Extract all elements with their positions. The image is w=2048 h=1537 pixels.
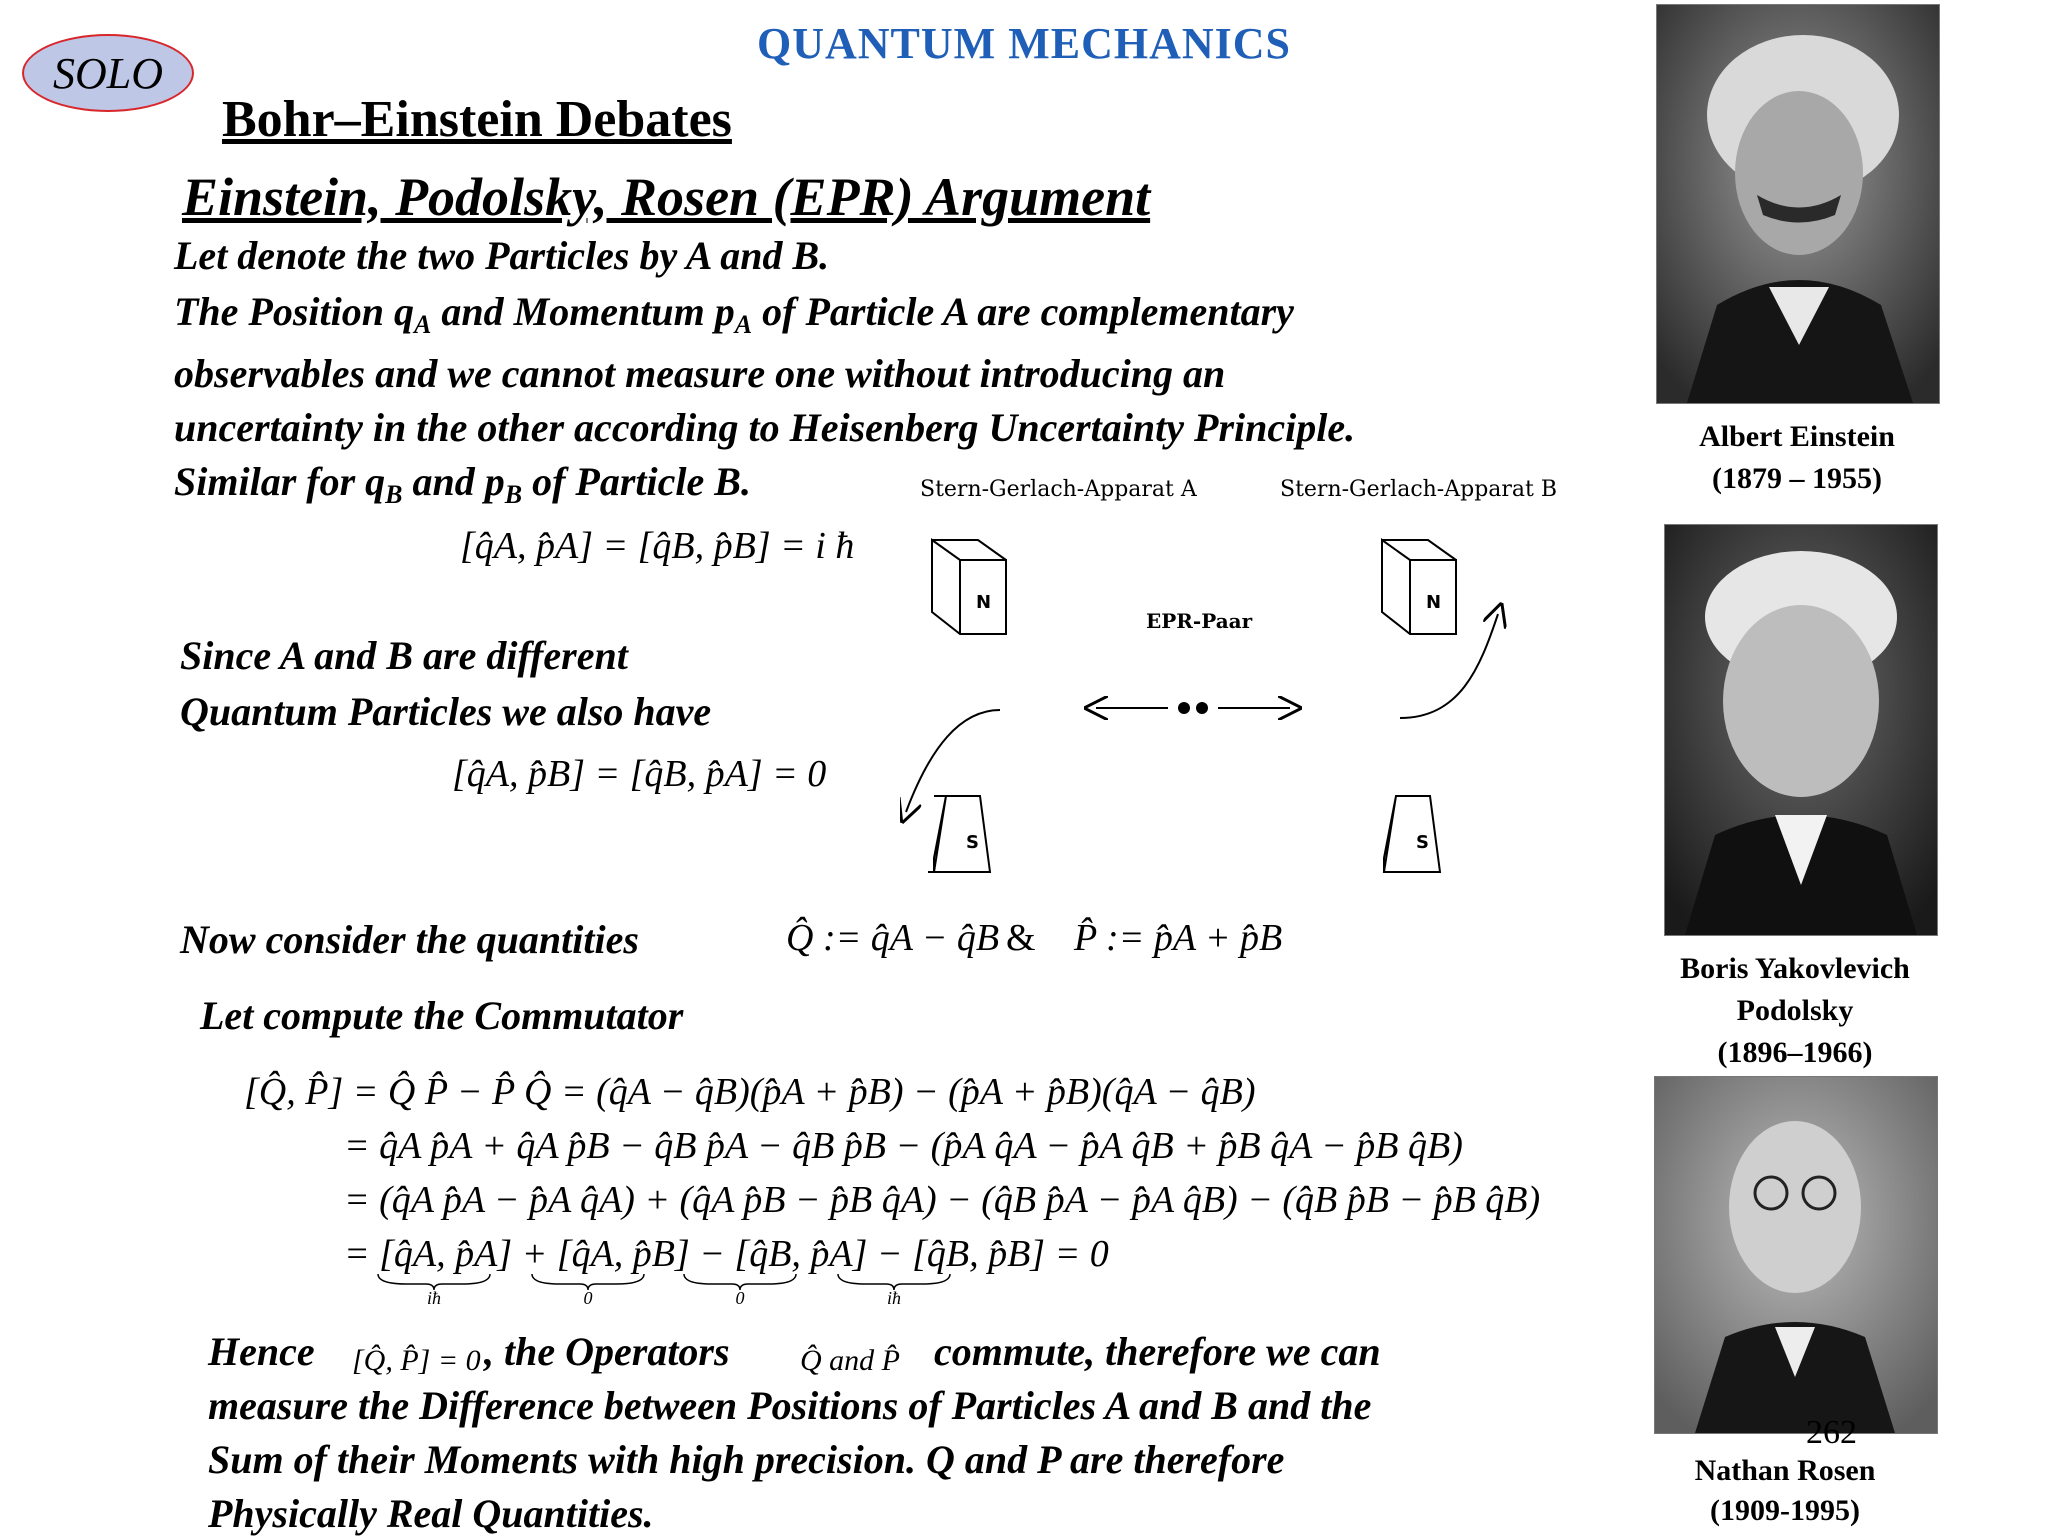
para2-line2: Quantum Particles we also have bbox=[180, 689, 712, 734]
subscript: A bbox=[734, 310, 753, 339]
label-apparatus-b: Stern-Gerlach-Apparat B bbox=[1280, 477, 1558, 502]
text: of Particle B. bbox=[522, 459, 751, 504]
equation-commutator-cross: [q̂A, p̂B] = [q̂B, p̂A] = 0 bbox=[452, 753, 827, 795]
magnet-b-south bbox=[1384, 796, 1440, 872]
para1-line5 bbox=[174, 458, 751, 509]
subsection-title: Einstein, Podolsky, Rosen (EPR) Argument bbox=[182, 167, 1151, 227]
label-s-a: S bbox=[966, 832, 979, 853]
text: The Position q bbox=[174, 289, 415, 334]
einstein-photo bbox=[1656, 4, 1940, 404]
conclusion-commute: commute, therefore we can bbox=[934, 1329, 1381, 1374]
magnet-a-north bbox=[932, 540, 1006, 634]
rosen-photo bbox=[1654, 1076, 1938, 1434]
conclusion-hence: Hence bbox=[208, 1329, 315, 1374]
podolsky-name-2: Podolsky bbox=[1736, 994, 1854, 1027]
einstein-name: Albert Einstein bbox=[1699, 420, 1895, 453]
magnet-a-south bbox=[928, 796, 990, 872]
para3-line2: Let compute the Commutator bbox=[200, 993, 684, 1038]
commutator-row-3: = (q̂A p̂A − p̂A q̂A) + (q̂A p̂B − p̂B q̂A) − (q̂B p̂A − p̂A q̂B) − (q̂B p̂B − p̂B q̂B) bbox=[344, 1179, 1541, 1221]
underbrace-label-3: 0 bbox=[735, 1288, 745, 1308]
section-title: Bohr–Einstein Debates bbox=[222, 91, 732, 148]
label-epr-pair: EPR-Paar bbox=[1146, 609, 1253, 633]
label-n-a: N bbox=[976, 592, 992, 613]
rosen-years: (1909-1995) bbox=[1710, 1494, 1860, 1527]
ampersand: & bbox=[1006, 917, 1036, 959]
para3-line1: Now consider the quantities bbox=[180, 917, 639, 962]
einstein-years: (1879 – 1955) bbox=[1712, 462, 1882, 495]
commutator-row-1: [Q̂, P̂] = Q̂ P̂ − P̂ Q̂ = (q̂A − q̂B)(p̂A + p̂B) − (p̂A + p̂B)(q̂A − q̂B) bbox=[244, 1071, 1256, 1113]
solo-badge: SOLO bbox=[22, 34, 194, 112]
label-s-b: S bbox=[1416, 832, 1429, 853]
para2-line1: Since A and B are different bbox=[180, 633, 628, 678]
conclusion-line2: measure the Difference between Positions of Particles A and B and the bbox=[208, 1383, 1372, 1428]
page-number: 262 bbox=[1806, 1414, 1857, 1451]
label-apparatus-a: Stern-Gerlach-Apparat A bbox=[920, 477, 1197, 502]
underbrace-label-1: iħ bbox=[426, 1288, 441, 1308]
magnet-b-north bbox=[1382, 540, 1456, 634]
text: and p bbox=[402, 459, 505, 504]
rosen-name: Nathan Rosen bbox=[1694, 1454, 1876, 1487]
para1-line2 bbox=[174, 288, 1294, 339]
text: and Momentum p bbox=[431, 289, 735, 334]
underbrace-label-4: iħ bbox=[886, 1288, 901, 1308]
podolsky-years: (1896–1966) bbox=[1717, 1036, 1873, 1069]
label-n-b: N bbox=[1426, 592, 1442, 613]
subscript: B bbox=[504, 480, 523, 509]
conclusion-ops: Q̂ and P̂ bbox=[800, 1344, 900, 1377]
podolsky-photo bbox=[1664, 524, 1938, 936]
definition-p: P̂ := p̂A + p̂B bbox=[1074, 917, 1283, 959]
definition-q: Q̂ := q̂A − q̂B bbox=[786, 917, 1000, 959]
stern-gerlach-diagram bbox=[900, 468, 1600, 888]
para1-line3: observables and we cannot measure one without introducing an bbox=[174, 351, 1226, 396]
page-header: QUANTUM MECHANICS bbox=[757, 19, 1291, 68]
conclusion-equation: [Q̂, P̂] = 0 bbox=[352, 1344, 481, 1377]
commutator-row-2: = q̂A p̂A + q̂A p̂B − q̂B p̂A − q̂B p̂B − (p̂A q̂A − p̂A q̂B + p̂B q̂A − p̂B q̂B) bbox=[344, 1125, 1463, 1167]
para1-line4: uncertainty in the other according to Heisenberg Uncertainty Principle. bbox=[174, 405, 1356, 450]
podolsky-name-1: Boris Yakovlevich bbox=[1680, 952, 1910, 985]
trajectory-b-arrow bbox=[1400, 614, 1498, 718]
text: of Particle A are complementary bbox=[752, 289, 1294, 334]
conclusion-line3: Sum of their Moments with high precision. Q and P are therefore bbox=[208, 1437, 1285, 1482]
subscript: B bbox=[385, 480, 403, 509]
conclusion-line4: Physically Real Quantities. bbox=[208, 1491, 654, 1536]
equation-commutator-same: [q̂A, p̂A] = [q̂B, p̂B] = i ħ bbox=[460, 525, 855, 567]
text: Similar for q bbox=[174, 459, 386, 504]
para1-line1: Let denote the two Particles by A and B. bbox=[174, 233, 830, 278]
commutator-row-4: = [q̂A, p̂A] + [q̂A, p̂B] − [q̂B, p̂A] − [q̂B, p̂B] = 0 bbox=[344, 1233, 1109, 1275]
epr-pair-arrows bbox=[1096, 702, 1290, 714]
underbrace-label-2: 0 bbox=[583, 1288, 593, 1308]
subscript: A bbox=[414, 310, 432, 339]
conclusion-operators: , the Operators bbox=[484, 1329, 730, 1374]
